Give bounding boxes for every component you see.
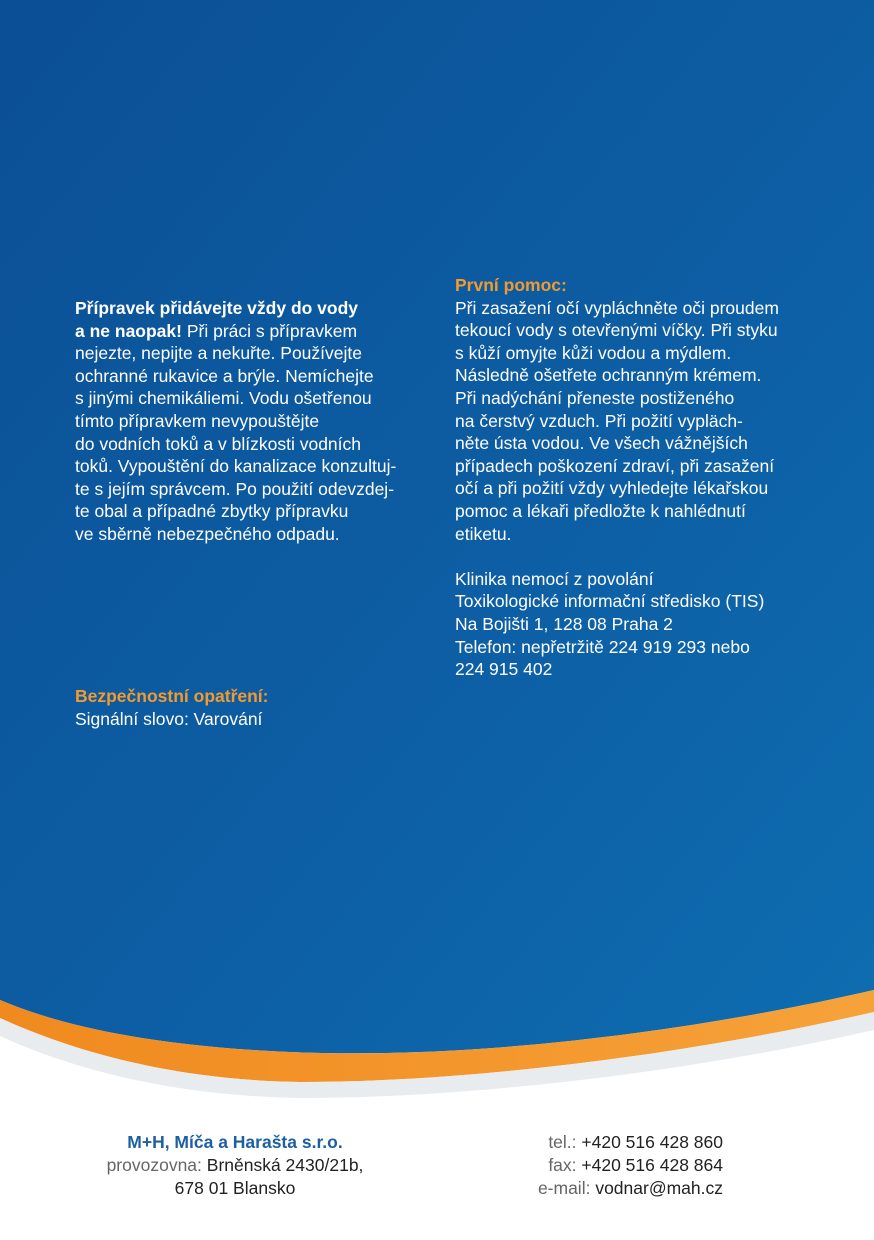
company-name: M+H, Míča a Harašta s.r.o. (127, 1132, 343, 1152)
address-line1: Brněnská 2430/21b, (201, 1155, 364, 1175)
email-address[interactable]: vodnar@mah.cz (590, 1178, 723, 1198)
address-label: provozovna: (106, 1155, 202, 1175)
contact-info (470, 1131, 723, 1200)
tel-label: tel.: (548, 1132, 577, 1152)
address-line2: 678 01 Blansko (174, 1178, 296, 1198)
fax-label: fax: (548, 1155, 577, 1175)
clinic-info: Klinika nemocí z povolání Toxikologické informační středisko (TIS) Na Bojišti 1, 128 08 Praha 2 Telefon: nepřetržitě 224 919 293 nebo 224 915 402 (455, 568, 765, 680)
safety-section (75, 685, 435, 730)
first-aid-heading: První pomoc: (455, 275, 567, 295)
safety-heading: Bezpečnostní opatření: (75, 686, 269, 706)
company-info (90, 1131, 380, 1200)
fax-number: +420 516 428 864 (576, 1155, 723, 1175)
email-label: e-mail: (537, 1178, 591, 1198)
signal-word: Signální slovo: Varování (75, 708, 263, 729)
first-aid-section (455, 274, 835, 681)
intro-bold-text: Přípravek přidávejte vždy do vody a ne naopak! (75, 298, 359, 341)
instructions-section (75, 297, 435, 546)
intro-text: Při práci s přípravkem nejezte, nepijte a nekuřte. Používejte ochranné rukavice a brýle. Nemíchejte s jinými chemikáliemi. Vodu ošetřenou tímto přípravkem nevypouštějte do vodních toků a v blízkosti vodních toků. Vypouštění do kanalizace konzultuj- te s jejím správcem. Po použití odevzdej- te obal a případné zbytky přípravku ve sběrně nebezpečného odpadu. (75, 320, 397, 544)
first-aid-text: Při zasažení očí vypláchněte oči proudem tekoucí vody s otevřenými víčky. Při styku s kůží omyjte kůži vodou a mýdlem. Následně ošetřete ochranným krémem. Při nadýchání přeneste postiženého na čerstvý vzduch. Při požití vypläch- něte ústa vodou. Ve všech vážnějších případech poškození zdraví, při zasažení očí a při požití vždy vyhledejte lékařskou pomoc a lékaři předložte k nahlédnutí etiketu. (455, 297, 779, 544)
tel-number: +420 516 428 860 (576, 1132, 723, 1152)
